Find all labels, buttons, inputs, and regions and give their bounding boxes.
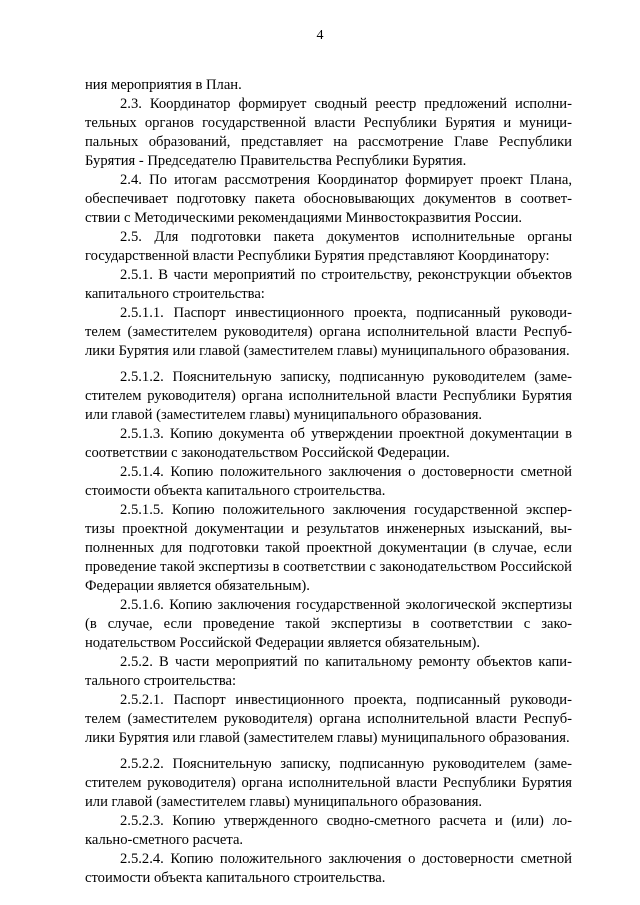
paragraph-2-5-1: 2.5.1. В части мероприятий по строительству, реконструкции объектов капитального строительства:	[85, 267, 572, 302]
paragraph-2-4: 2.4. По итогам рассмотрения Координатор формирует проект Плана, обеспечивает подготовку пакета обосновывающих документов в соответствии с Методическими рекомендациями Минвостокразвития России.	[85, 172, 572, 226]
paragraph-2-3: 2.3. Координатор формирует сводный реестр предложений исполнительных органов государственной власти Республики Бурятия и муниципальных образований, представляет на рассмотрение Главе Республики Бурятия - Председателю Правительства Республики Бурятия.	[85, 96, 572, 169]
page-number: 4	[316, 28, 324, 43]
paragraph-continuation: ния мероприятия в План.	[85, 77, 242, 93]
paragraph-2-5-1-2: 2.5.1.2. Пояснительную записку, подписанную руководителем (заместителем руководителя) органа исполнительной власти Республики Бурятия или главой (заместителем главы) муниципального образования.	[85, 369, 572, 423]
paragraph-2-5-1-6: 2.5.1.6. Копию заключения государственной экологической экспертизы (в случае, если проведение такой экспертизы в соответствии с законодательством Российской Федерации является обязательным).	[85, 597, 572, 651]
paragraph-2-5-1-3: 2.5.1.3. Копию документа об утверждении проектной документации в соответствии с законодательством Российской Федерации.	[85, 426, 572, 461]
paragraph-2-5-2-3: 2.5.2.3. Копию утвержденного сводно-сметного расчета и (или) локально-сметного расчета.	[85, 813, 572, 848]
document-body	[85, 76, 572, 888]
paragraph-2-5-1-1: 2.5.1.1. Паспорт инвестиционного проекта, подписанный руководителем (заместителем руководителя) органа исполнительной власти Республики Бурятия или главой (заместителем главы) муниципального образования.	[85, 305, 572, 359]
paragraph-2-5-1-5: 2.5.1.5. Копию положительного заключения государственной экспертизы проектной документации и результатов инженерных изысканий, выполненных для подготовки такой проектной документации (в случае, если проведение такой экспертизы в соответствии с законодательством Российской Федерации является обязательным).	[85, 502, 572, 594]
paragraph-2-5-2: 2.5.2. В части мероприятий по капитальному ремонту объектов капитального строительства:	[85, 654, 572, 689]
paragraph-2-5-1-4: 2.5.1.4. Копию положительного заключения о достоверности сметной стоимости объекта капитального строительства.	[85, 464, 572, 499]
paragraph-2-5-2-4: 2.5.2.4. Копию положительного заключения о достоверности сметной стоимости объекта капитального строительства.	[85, 851, 572, 886]
paragraph-2-5-2-1: 2.5.2.1. Паспорт инвестиционного проекта, подписанный руководителем (заместителем руководителя) органа исполнительной власти Республики Бурятия или главой (заместителем главы) муниципального образования.	[85, 692, 572, 746]
paragraph-2-5-2-2: 2.5.2.2. Пояснительную записку, подписанную руководителем (заместителем руководителя) органа исполнительной власти Республики Бурятия или главой (заместителем главы) муниципального образования.	[85, 756, 572, 810]
paragraph-2-5: 2.5. Для подготовки пакета документов исполнительные органы государственной власти Республики Бурятия представляют Координатору:	[85, 229, 572, 264]
